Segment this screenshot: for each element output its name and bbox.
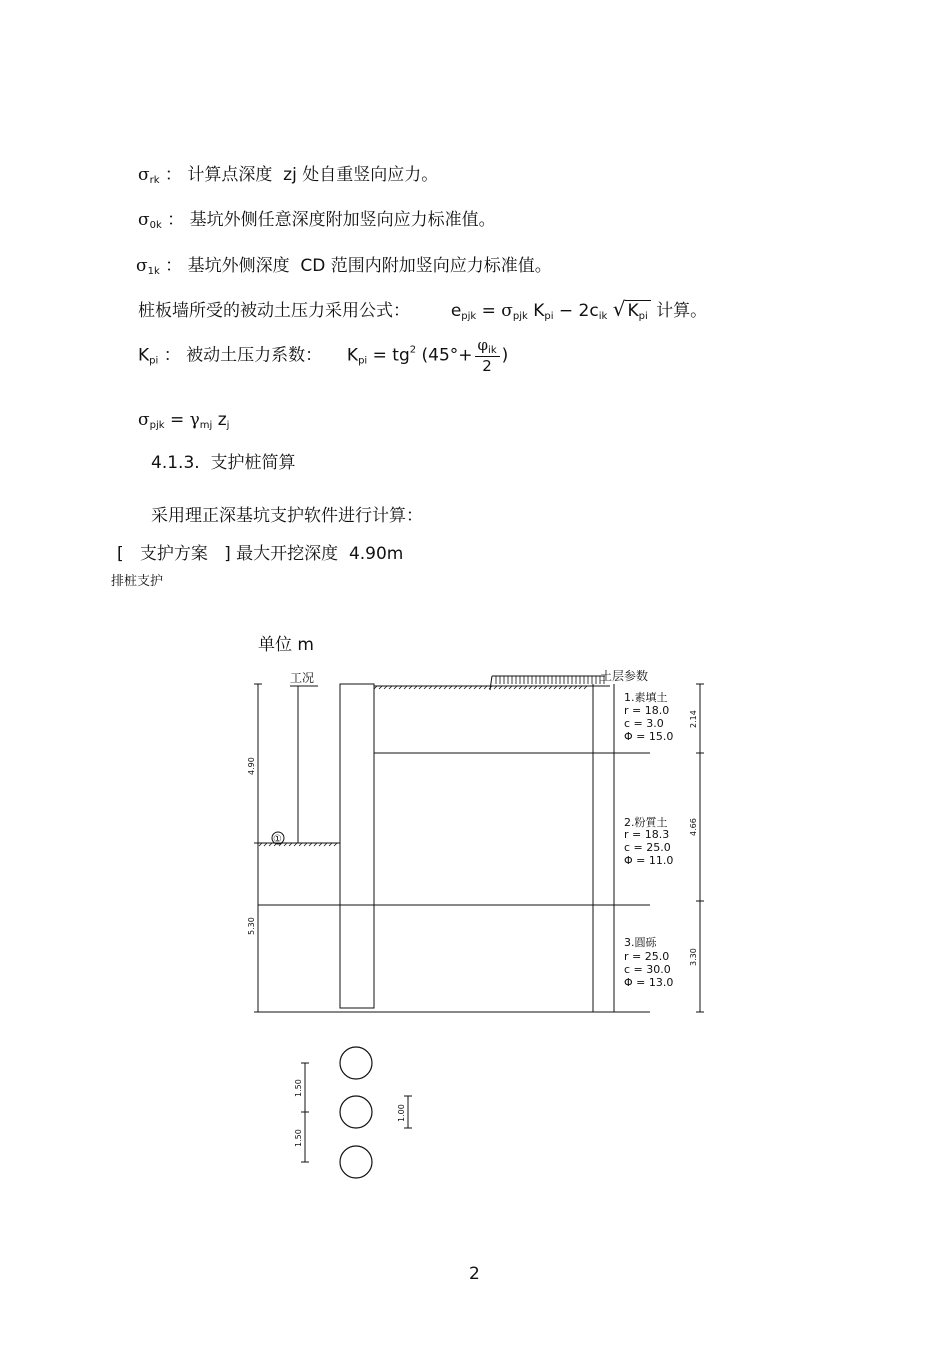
def-sigma-0k: $\sigma_{0k}$ ： 基坑外侧任意深度附加竖向应力标准值。 — [138, 210, 496, 231]
formula-sigma-pjk: $\sigma_{pjk} = \gamma_{mj}$ $z_j$ — [138, 410, 230, 431]
layer2-c: c = 25.0 — [624, 841, 671, 854]
dim-right-3: 3.30 — [689, 948, 698, 966]
sqrt-sign: √ — [612, 297, 626, 321]
condition-label: 工况 — [290, 671, 315, 685]
spacing-1: 1.50 — [294, 1079, 303, 1097]
layer1-name: 1.素填土 — [624, 691, 668, 704]
dim-right-1: 2.14 — [689, 710, 698, 728]
layer3-r: r = 25.0 — [624, 950, 670, 963]
layer2-phi: Φ = 11.0 — [624, 854, 674, 867]
pile-diameter: 1.00 — [397, 1104, 406, 1122]
layer1-r: r = 18.0 — [624, 704, 670, 717]
section-heading: 4.1.3. 支护桩简算 — [151, 453, 296, 473]
scheme-line: [ 支护方案 ] 最大开挖深度 4.90m — [117, 544, 404, 564]
formula-kp: $K_{pi}$ ： 被动土压力系数： $K_{pi} = tg^2$ (45°+ $\frac{\varphi_{ik}}{2}$ ) — [138, 336, 509, 375]
fraction: $\frac{\varphi_{ik}}{2}$ — [475, 336, 500, 375]
def-sigma-1k: $\sigma_{1k}$ ： 基坑外侧深度 CD 范围内附加竖向应力标准值。 — [136, 256, 552, 277]
layer3-phi: Φ = 13.0 — [624, 976, 674, 989]
layer1-phi: Φ = 15.0 — [624, 730, 674, 743]
def-sigma-rk: $\sigma_{rk}$ ： 计算点深度 zj 处自重竖向应力。 — [138, 165, 439, 186]
dim-left-1: 4.90 — [247, 757, 256, 775]
dim-right-2: 4.66 — [689, 818, 698, 836]
pile-type: 排桩支护 — [111, 574, 164, 589]
unit-label: 单位 m — [258, 635, 314, 655]
dim-left-2: 5.30 — [247, 917, 256, 935]
layer2-name: 2.粉質土 — [624, 816, 668, 829]
soil-params-label: 土层参数 — [600, 669, 649, 683]
stage-marker: ① — [273, 834, 282, 845]
sqrt-body: $K_{pi}$ — [625, 300, 650, 322]
layer2-r: r = 18.3 — [624, 828, 670, 841]
layer1-c: c = 3.0 — [624, 717, 664, 730]
formula-passive-pressure: 桩板墙所受的被动土压力采用公式： $e_{pjk} = \sigma_{pjk}$ $K_{pi} - 2c_{ik}$ √ $K_{pi}$ 计算。 — [138, 297, 708, 322]
spacing-2: 1.50 — [294, 1129, 303, 1147]
paragraph: 采用理正深基坑支护软件进行计算： — [151, 506, 423, 526]
layer3-c: c = 30.0 — [624, 963, 671, 976]
page-number: 2 — [469, 1264, 480, 1284]
layer3-name: 3.圓砾 — [624, 936, 657, 949]
